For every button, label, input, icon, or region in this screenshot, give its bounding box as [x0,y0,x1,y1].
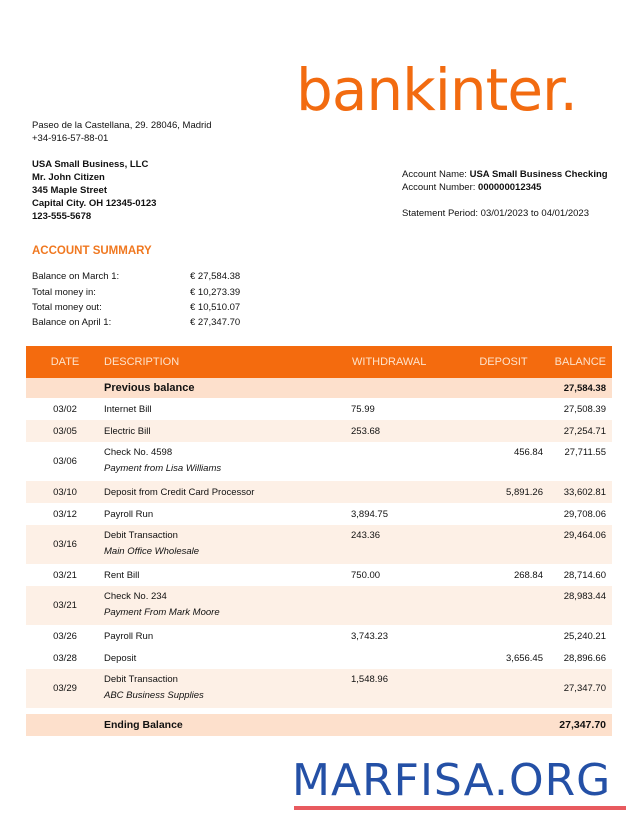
row-description: Payroll Run [104,630,154,642]
header-deposit: DEPOSIT [453,346,553,378]
row-deposit: 456.84 [513,447,543,458]
row-withdrawal [351,647,453,669]
row-balance: 27,347.70 [553,669,612,708]
table-row [26,564,612,586]
table-row [26,398,612,420]
row-balance: 29,708.06 [563,508,606,520]
summary-value: € 27,584.38 [190,271,241,282]
row-description-sub: Payment From Mark Moore [104,607,220,618]
summary-row [32,302,262,313]
ending-balance-label: Ending Balance [104,714,351,736]
row-withdrawal: 253.68 [351,420,453,442]
account-number-label: Account Number: [402,182,479,193]
account-summary-title: ACCOUNT SUMMARY [32,245,152,257]
table-row [26,442,612,481]
table-row [26,525,612,564]
row-deposit [453,586,553,625]
row-description [104,442,351,481]
row-balance: 27,711.55 [564,447,606,458]
row-balance: 25,240.21 [563,630,606,642]
customer-name: Mr. John Citizen [32,172,105,183]
row-description-main: Check No. 4598 [104,447,173,458]
row-withdrawal [351,481,453,503]
summary-value: € 10,273.39 [190,287,241,298]
row-description-sub: ABC Business Supplies [104,690,204,701]
row-description [104,669,351,708]
previous-balance-row [26,378,612,398]
row-deposit [453,398,553,420]
row-description-main: Check No. 234 [104,591,167,602]
watermark-underline [294,806,626,810]
row-date: 03/21 [26,586,104,625]
row-date: 03/28 [53,652,77,664]
summary-label: Total money out: [32,302,102,313]
row-deposit [453,420,553,442]
customer-address [32,158,156,223]
account-name-value: USA Small Business Checking [469,169,608,180]
summary-row [32,271,262,282]
row-date: 03/02 [53,403,77,415]
summary-label: Balance on April 1: [32,317,112,328]
previous-balance-label: Previous balance [104,378,351,398]
row-balance: 27,254.71 [553,420,612,442]
row-withdrawal: 3,894.75 [351,508,388,520]
row-description: Deposit [104,652,137,664]
summary-row [32,317,262,328]
marfisa-watermark: MARFISA.ORG [292,755,612,806]
row-date: 03/10 [26,481,104,503]
customer-phone: 123-555-5678 [32,211,92,222]
table-row [26,420,612,442]
table-row [26,586,612,625]
bankinter-logo: bankinter. [296,56,577,124]
row-description: Rent Bill [104,569,140,581]
ending-balance-row [26,714,612,736]
summary-row [32,287,262,298]
row-withdrawal: 75.99 [351,403,375,415]
row-date: 03/16 [26,525,104,564]
transactions-table [26,346,612,736]
row-date: 03/06 [53,456,77,467]
header-description: DESCRIPTION [104,346,351,378]
row-withdrawal: 1,548.96 [351,669,453,708]
summary-label: Total money in: [32,287,96,298]
summary-value: € 10,510.07 [190,302,241,313]
table-row [26,647,612,669]
row-description: Internet Bill [104,403,152,415]
customer-city: Capital City. OH 12345-0123 [32,198,157,209]
table-header [26,346,612,378]
row-deposit [453,503,553,525]
account-number-value: 000000012345 [478,182,542,193]
summary-value: € 27,347.70 [190,317,241,328]
previous-balance-value: 27,584.38 [553,378,612,398]
row-description: Payroll Run [104,508,154,520]
table-row [26,625,612,647]
row-date: 03/26 [53,630,77,642]
row-balance: 27,508.39 [563,403,606,415]
row-description-main: Debit Transaction [104,530,178,541]
table-row [26,481,612,503]
row-date: 03/12 [53,508,77,520]
row-deposit: 3,656.45 [506,652,543,664]
row-withdrawal: 3,743.23 [351,630,388,642]
row-balance: 33,602.81 [553,481,612,503]
header-balance: BALANCE [553,346,612,378]
customer-company: USA Small Business, LLC [32,159,149,170]
bank-address [32,119,212,145]
summary-label: Balance on March 1: [32,271,120,282]
row-deposit [453,525,553,564]
row-date: 03/21 [53,569,77,581]
row-deposit: 5,891.26 [453,481,553,503]
row-description [104,525,351,564]
row-description-sub: Main Office Wholesale [104,546,200,557]
row-description-main: Debit Transaction [104,674,178,685]
ending-balance-value: 27,347.70 [553,714,612,736]
row-balance: 28,714.60 [563,569,606,581]
row-deposit: 268.84 [513,569,543,581]
table-row [26,669,612,708]
row-withdrawal [351,586,453,625]
row-description: Deposit from Credit Card Processor [104,481,351,503]
row-balance: 29,464.06 [553,525,612,564]
account-name-label: Account Name: [402,169,470,180]
row-description-sub: Payment from Lisa Williams [104,463,222,474]
row-withdrawal: 750.00 [351,569,381,581]
account-info [402,168,608,220]
table-row [26,503,612,525]
row-description [104,586,351,625]
row-date: 03/05 [26,420,104,442]
statement-period: Statement Period: 03/01/2023 to 04/01/2023 [402,208,589,219]
bank-address-line: Paseo de la Castellana, 29. 28046, Madrid [32,120,212,131]
row-withdrawal: 243.36 [351,525,453,564]
bank-phone: +34-916-57-88-01 [32,133,109,144]
header-withdrawal: WITHDRAWAL [351,346,453,378]
customer-street: 345 Maple Street [32,185,107,196]
row-date: 03/29 [26,669,104,708]
row-withdrawal [351,442,453,481]
row-balance: 28,896.66 [563,652,606,664]
row-balance: 28,983.44 [553,586,612,625]
header-date: DATE [26,346,104,378]
row-description: Electric Bill [104,420,351,442]
row-deposit [453,669,553,708]
row-deposit [453,625,553,647]
